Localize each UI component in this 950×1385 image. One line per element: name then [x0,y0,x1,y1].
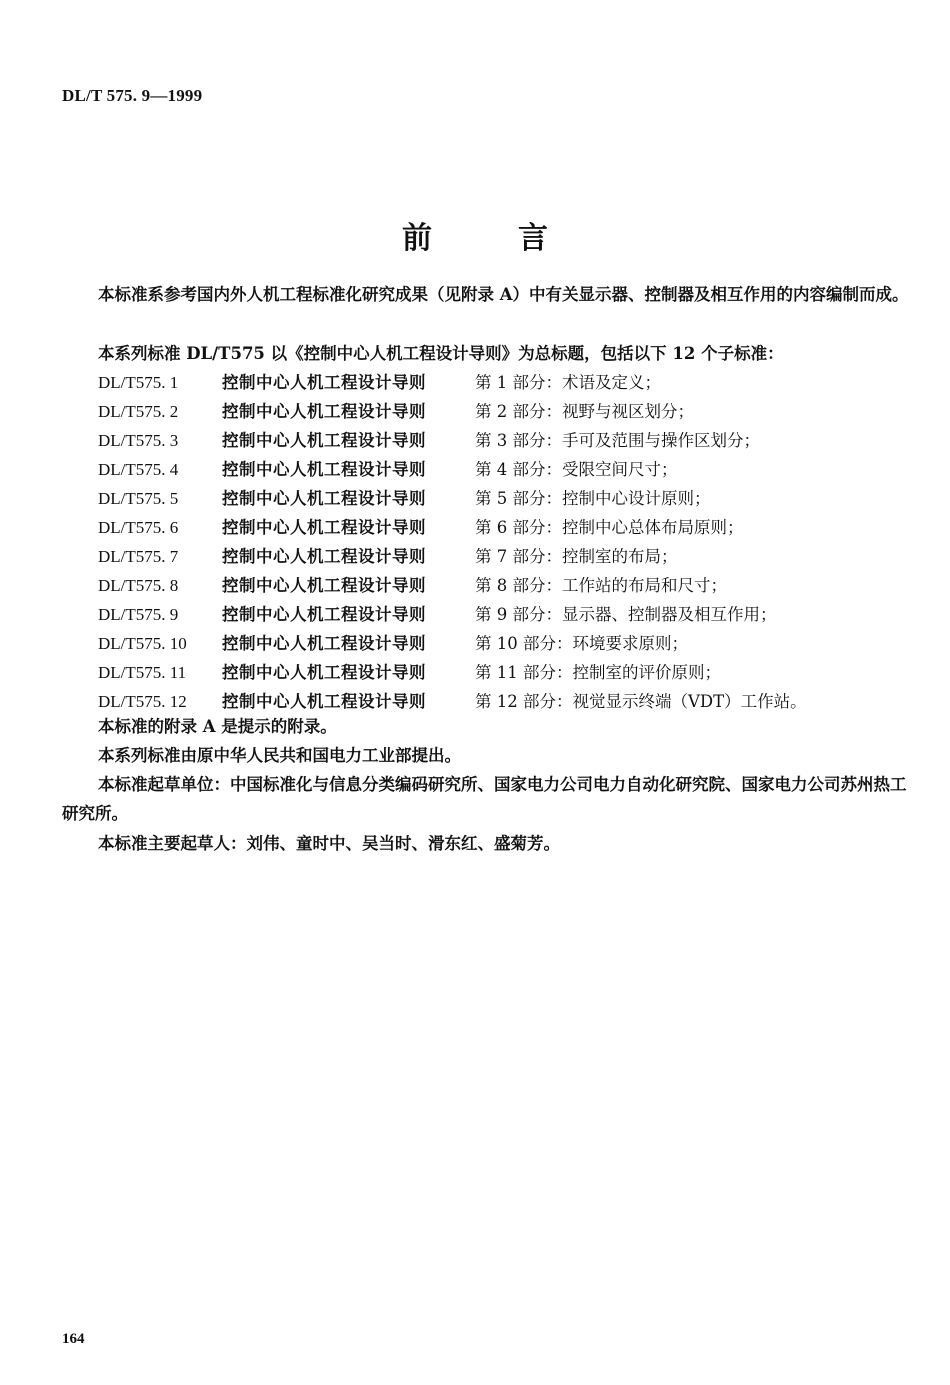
standard-code: DL/T575. 9 [98,605,179,624]
standard-part: 第 12 部分：视觉显示终端（VDT）工作站。 [475,692,807,711]
list-item [98,542,898,571]
standard-title: 控制中心人机工程设计导则 [222,663,426,682]
list-item [98,368,898,397]
standard-title: 控制中心人机工程设计导则 [222,373,426,392]
standards-list [98,368,898,716]
proposer-note: 本系列标准由原中华人民共和国电力工业部提出。 [98,746,461,765]
standard-title: 控制中心人机工程设计导则 [222,576,426,595]
standard-title: 控制中心人机工程设计导则 [222,518,426,537]
appendix-note: 本标准的附录 A 是提示的附录。 [98,717,337,736]
standard-title: 控制中心人机工程设计导则 [222,547,426,566]
drafting-units: 本标准起草单位：中国标准化与信息分类编码研究所、国家电力公司电力自动化研究院、国家电力公司苏州热工研究所。 [62,775,907,823]
standard-part: 第 6 部分：控制中心总体布局原则； [475,518,744,537]
list-item [98,600,898,629]
standard-code: DL/T575. 10 [98,634,187,653]
standard-part: 第 9 部分：显示器、控制器及相互作用； [475,605,777,624]
standard-part: 第 3 部分：手可及范围与操作区划分； [475,431,760,450]
standard-title: 控制中心人机工程设计导则 [222,460,426,479]
list-item [98,571,898,600]
standard-code: DL/T575. 6 [98,518,179,537]
standard-part: 第 4 部分：受限空间尺寸； [475,460,678,479]
standard-code: DL/T575. 2 [98,402,179,421]
standard-part: 第 2 部分：视野与视区划分； [475,402,694,421]
drafters: 本标准主要起草人：刘伟、童时中、吴当时、滑东红、盛菊芳。 [98,834,560,853]
standard-title: 控制中心人机工程设计导则 [222,431,426,450]
list-item [98,513,898,542]
standard-title: 控制中心人机工程设计导则 [222,489,426,508]
list-item [98,455,898,484]
list-item [98,426,898,455]
standard-code: DL/T575. 3 [98,431,179,450]
standard-title: 控制中心人机工程设计导则 [222,605,426,624]
standard-code: DL/T575. 4 [98,460,179,479]
standard-part: 第 5 部分：控制中心设计原则； [475,489,711,508]
page-title: 前言 [402,221,634,256]
standard-title: 控制中心人机工程设计导则 [222,634,426,653]
list-item [98,658,898,687]
page-number: 164 [62,1331,85,1347]
standard-code: DL/T575. 5 [98,489,179,508]
standard-part: 第 7 部分：控制室的布局； [475,547,678,566]
standard-code: DL/T575. 7 [98,547,179,566]
standard-code: DL/T575. 1 [98,373,179,392]
standard-part: 第 8 部分：工作站的布局和尺寸； [475,576,727,595]
standard-code: DL/T575. 12 [98,692,187,711]
standard-title: 控制中心人机工程设计导则 [222,402,426,421]
standard-part: 第 11 部分：控制室的评价原则； [475,663,721,682]
standard-code: DL/T575. 11 [98,663,187,682]
list-item [98,397,898,426]
intro-paragraph-2: 本系列标准 DL/T575 以《控制中心人机工程设计导则》为总标题，包括以下 12 个子标准： [98,344,784,363]
standard-part: 第 10 部分：环境要求原则； [475,634,688,653]
list-item [98,484,898,513]
intro-paragraph-1: 本标准系参考国内外人机工程标准化研究成果（见附录 A）中有关显示器、控制器及相互作用的内容编制而成。 [98,285,909,304]
standard-code-header: DL/T 575. 9—1999 [62,86,203,105]
standard-code: DL/T575. 8 [98,576,179,595]
standard-title: 控制中心人机工程设计导则 [222,692,426,711]
standard-part: 第 1 部分：术语及定义； [475,373,661,392]
list-item [98,629,898,658]
